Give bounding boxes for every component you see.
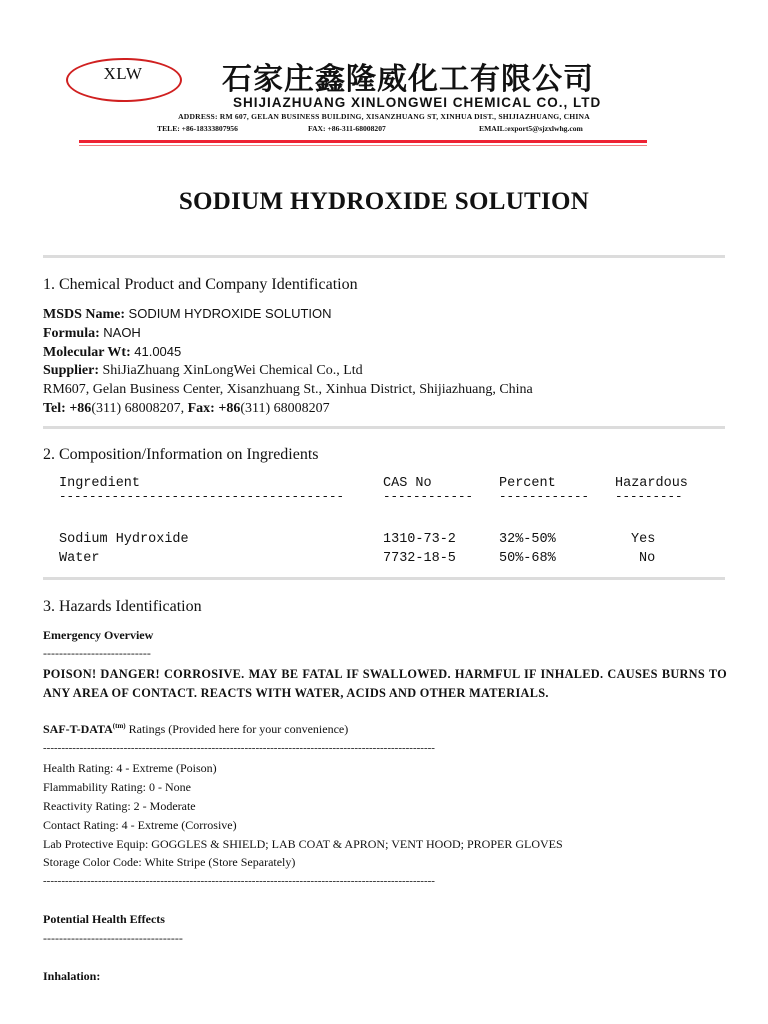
supplier-label: Supplier: [43, 363, 100, 378]
emergency-warning: POISON! DANGER! CORROSIVE. MAY BE FATAL IF SWALLOWED. HARMFUL IF INHALED. CAUSES BURNS TO ANY AREA OF CONTACT. REACTS WITH WATER, ACIDS AND OTHER MATERIALS. [43, 667, 727, 700]
company-name-chinese: 石家庄鑫隆威化工有限公司 [222, 62, 594, 97]
potential-health-effects-label: Potential Health Effects [43, 912, 165, 926]
trademark-sup: (tm) [112, 722, 126, 730]
tel-code: +86 [69, 401, 92, 416]
document-title: SODIUM HYDROXIDE SOLUTION [178, 188, 590, 215]
column-header-cas: CAS No [383, 476, 432, 491]
fax-value: (311) 68008207 [240, 401, 330, 416]
section-divider [43, 255, 725, 258]
column-rule-cas: ------------ [383, 490, 474, 504]
column-header-ingredient: Ingredient [59, 476, 141, 491]
table-row-hazardous: Yes [631, 532, 656, 547]
saf-t-data-line [43, 722, 348, 737]
emergency-overview-label: Emergency Overview [43, 628, 154, 642]
health-rating: Health Rating: 4 - Extreme (Poison) [43, 761, 217, 775]
phone-line [43, 399, 330, 418]
molecular-weight-label: Molecular Wt: [43, 345, 131, 360]
dash-separator: ----------------------------------------------------------------------------------------------------------- [43, 875, 435, 887]
msds-name-label: MSDS Name: [43, 307, 126, 322]
flammability-rating: Flammability Rating: 0 - None [43, 780, 191, 794]
table-row-cas: 1310-73-2 [383, 532, 456, 547]
supplier-value: ShiJiaZhuang XinLongWei Chemical Co., Ltd [102, 363, 363, 378]
molecular-weight-line [43, 342, 181, 362]
column-header-percent: Percent [499, 476, 556, 491]
header-divider-thin [79, 145, 647, 146]
table-row-percent: 50%-68% [499, 551, 556, 566]
section3-heading: 3. Hazards Identification [43, 598, 202, 615]
table-row-ingredient: Water [59, 551, 100, 566]
table-row-percent: 32%-50% [499, 532, 556, 547]
formula-line [43, 323, 141, 343]
storage-color-code: Storage Color Code: White Stripe (Store Separately) [43, 855, 296, 869]
column-rule-hazardous: --------- [615, 490, 683, 504]
column-rule-ingredient: -------------------------------------- [59, 490, 345, 504]
molecular-weight-value: 41.0045 [134, 344, 182, 359]
table-row-hazardous: No [639, 551, 656, 566]
supplier-address: RM607, Gelan Business Center, Xisanzhuang St., Xinhua District, Shijiazhuang, China [43, 382, 533, 397]
inhalation-label: Inhalation: [43, 969, 101, 983]
dash-separator: ----------------------------------------------------------------------------------------------------------- [43, 742, 435, 754]
company-address: ADDRESS: RM 607, GELAN BUSINESS BUILDING, XISANZHUANG ST, XINHUA DIST., SHIJIAZHUANG, CHINA [178, 112, 590, 121]
section-divider [43, 577, 725, 580]
column-header-hazardous: Hazardous [615, 476, 688, 491]
table-row-ingredient: Sodium Hydroxide [59, 532, 189, 547]
supplier-line [43, 361, 363, 380]
header-divider [79, 140, 647, 143]
dash-separator: --------------------------- [43, 646, 151, 660]
saf-t-data-label: SAF-T-DATA [43, 722, 113, 736]
column-rule-percent: ------------ [499, 490, 590, 504]
msds-name-value: SODIUM HYDROXIDE SOLUTION [128, 306, 332, 321]
formula-label: Formula: [43, 326, 100, 341]
company-fax: FAX: +86-311-68008207 [308, 124, 386, 133]
lab-protective-equip: Lab Protective Equip: GOGGLES & SHIELD; LAB COAT & APRON; VENT HOOD; PROPER GLOVES [43, 837, 563, 851]
company-tele: TELE: +86-18333807956 [157, 124, 238, 133]
tel-value: (311) 68008207, [91, 401, 185, 416]
msds-name-line [43, 304, 332, 324]
section1-heading: 1. Chemical Product and Company Identification [43, 276, 358, 293]
saf-t-data-text: Ratings (Provided here for your convenience) [128, 722, 349, 736]
company-name-english: SHIJIAZHUANG XINLONGWEI CHEMICAL CO., LTD [233, 95, 602, 110]
dash-separator: ----------------------------------- [43, 931, 183, 945]
table-row-cas: 7732-18-5 [383, 551, 456, 566]
section2-heading: 2. Composition/Information on Ingredients [43, 446, 319, 463]
formula-value: NAOH [103, 325, 141, 340]
contact-rating: Contact Rating: 4 - Extreme (Corrosive) [43, 818, 237, 832]
company-email: EMAIL:export5@sjzxlwhg.com [479, 124, 583, 133]
tel-label: Tel: [43, 401, 66, 416]
fax-label: Fax: [187, 401, 215, 416]
company-logo-text: XLW [103, 64, 143, 83]
section-divider [43, 426, 725, 429]
reactivity-rating: Reactivity Rating: 2 - Moderate [43, 799, 196, 813]
fax-code: +86 [218, 401, 241, 416]
